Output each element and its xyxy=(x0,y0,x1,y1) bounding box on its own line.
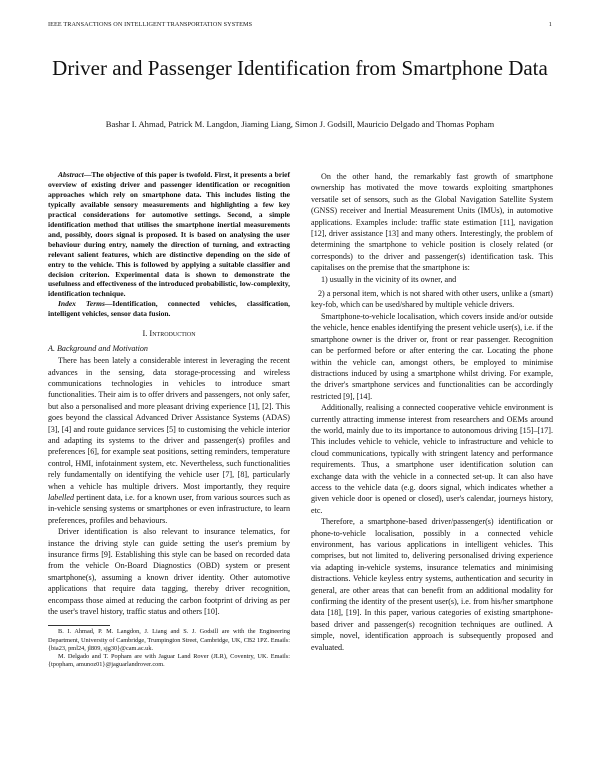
journal-name: IEEE TRANSACTIONS ON INTELLIGENT TRANSPORTATION SYSTEMS xyxy=(48,21,253,28)
footnote-affiliation-2: M. Delgado and T. Popham are with Jaguar Land Rover (JLR), Coventry, UK. Emails: {tpopham, amunoz01}@jaguarlandrover.com. xyxy=(48,653,290,669)
right-paragraph-2: Smartphone-to-vehicle localisation, which covers inside and/or outside the vehicle, hence enables identifying the present vehicle user(s), i.e. if the smartphone owner is the driver or, front or rear passenger. Recognition can be performed before or after entering the car. Locating the phone within the vehicle can, amongst others, be employed to minimise distractions induced by using a smartphone whilst driving. For example, the driver's smartphone services and functionalities can be accordingly restricted [9], [14]. xyxy=(311,311,553,401)
right-paragraph-1: On the other hand, the remarkably fast growth of smartphone ownership has motivated the move towards exploiting smartphones versatile set of sensors, such as the Global Navigation Satellite System (GNSS) receiver and Inertial Measurement Units (IMUs), in automotive applications. Examples include: traffic state estimation [11], navigation [12], driver assistance [13] and many others. Interestingly, the problem of determining the smartphone to vehicle position is closely related (or corresponds) to the driver and passenger(s) identification task. This capitalises on the premise that the smartphone is: xyxy=(311,172,553,273)
footnote-affiliation-1: B. I. Ahmad, P. M. Langdon, J. Liang and S. J. Godsill are with the Engineering Department, University of Cambridge, Trumpington Street, Cambridge, UK, CB2 1PZ. Emails: {bia23, pml24, jl809, sjg30}@cam.ac.uk. xyxy=(48,628,290,652)
author-list: Bashar I. Ahmad, Patrick M. Langdon, Jiaming Liang, Simon J. Godsill, Mauricio Delgado and Thomas Popham xyxy=(105,119,495,129)
abstract-label: Abstract xyxy=(58,170,84,179)
left-column xyxy=(48,170,290,669)
intro-paragraph-2: Driver identification is also relevant to insurance telematics, for instance the driving style can guide setting the user's premium by insurance firms [9]. Establishing this style can be based on recorded data from the vehicle On-Board Diagnostics (OBD) system or present smartphone(s), assuming a known driver identity. Other automotive applications that require data tagging, thereby driver recognition, encompass those aimed at reducing the carbon footprint of driving as per the user's travel history, traffic status and others [10]. xyxy=(48,527,290,617)
paper-title: Driver and Passenger Identification from Smartphone Data xyxy=(52,56,548,80)
intro-p1-emphasis: labelled xyxy=(48,492,75,502)
right-paragraph-3: Additionally, realising a connected cooperative vehicle environment is currently attracting immense interest from researchers and OEMs around the world, mainly due to its importance to autonomous driving [15]–[17]. This includes vehicle to vehicle, vehicle to infrastructure and vehicle to cloud communications, typically with stringent latency and performance requirements. Thus, a smartphone user identification solution can exchange data with the vehicle in a connected set-up. It can also have access to the vehicle data (e.g. doors signal, which indicates whether a given vehicle door is opened or closed), user's calendar, journeys history, etc. xyxy=(311,403,553,515)
index-terms-label: Index Terms xyxy=(58,299,105,309)
running-header xyxy=(48,21,552,31)
index-terms-text: —Identification, connected vehicles, classification, intelligent vehicles, sensor data fusion. xyxy=(48,299,291,319)
abstract xyxy=(48,170,290,299)
list-item-2: 2) a personal item, which is not shared with other users, unlike a (smart) key-fob, which can be used/shared by multiple vehicle drivers. xyxy=(311,289,553,310)
intro-p1-text-b: pertinent data, i.e. for a known user, from various sources such as in-vehicle sensing systems or smartphones or even infrastructure, to learn preferences, profiles and behaviours. xyxy=(48,492,290,525)
section-heading: I. Introduction xyxy=(142,329,196,339)
intro-paragraph-1 xyxy=(48,355,290,526)
index-terms xyxy=(48,299,290,319)
intro-p1-text-a: There has been lately a considerable interest in leveraging the recent advances in the sensing, data storage-processing and wireless communications technologies in vehicles to introduce smart functionalities. Their aim is to offer drivers and passengers, not only safer, but also a personalised and more pleasant driving experience [1], [2]. This goes beyond the classical Advanced Driver Assistance Systems (ADAS) [3], [4] and route guidance services [5] to customising the vehicle interior and adapting its systems to the driver and passenger(s) profiles and preferences [6], for example seat positions, setting reminders, temperature control, HMI, infotainment system, etc. Nevertheless, such functionalities rely fundamentally on identifying the vehicle user [7], [8], particularly when a vehicle has multiple drivers. Most importantly, they require xyxy=(48,356,290,491)
right-column xyxy=(311,171,553,653)
right-paragraph-4: Therefore, a smartphone-based driver/passenger(s) identification or phone-to-vehicle localisation, possibly in a connected vehicle environment, has various applications in intelligent vehicles. This comprises, but not limited to, delivering personalised driving experience via adapting in-vehicle systems, insurance telematics and minimising distractions. Vehicle keyless entry systems, authentication and security in general, are other areas that can benefit from an additional modality for confirming the identity of the present user(s), i.e. from his/her smartphone data [18], [19]. In this paper, various categories of existing smartphone-based driver and passenger(s) recognition techniques are outlined. A simple, novel, identification approach is subsequently proposed and evaluated. xyxy=(311,517,553,652)
page-number: 1 xyxy=(548,21,552,28)
abstract-text: —The objective of this paper is twofold. First, it presents a brief overview of existing driver and passenger identification or recognition approaches which rely on smartphone data. This includes listing the typically available sensory measurements and highlighting a few key practical considerations for automotive settings. Second, a simple identification method that utilises the smartphone inertial measurements and, possibly, doors signal is proposed. It is based on analysing the user behaviour during entry, namely the direction of turning, and extracting relevant salient features, which are distinctive depending on the side of entry to the vehicle. This is followed by applying a suitable classifier and decision criterion. Experimental data is shown to demonstrate the usefulness and effectiveness of the introduced probabilistic, low-complexity, identification technique. xyxy=(48,170,290,299)
subsection-heading: A. Background and Motivation xyxy=(48,343,148,353)
footnote-rule xyxy=(48,625,110,626)
list-item-1: 1) usually in the vicinity of its owner, and xyxy=(321,274,457,284)
